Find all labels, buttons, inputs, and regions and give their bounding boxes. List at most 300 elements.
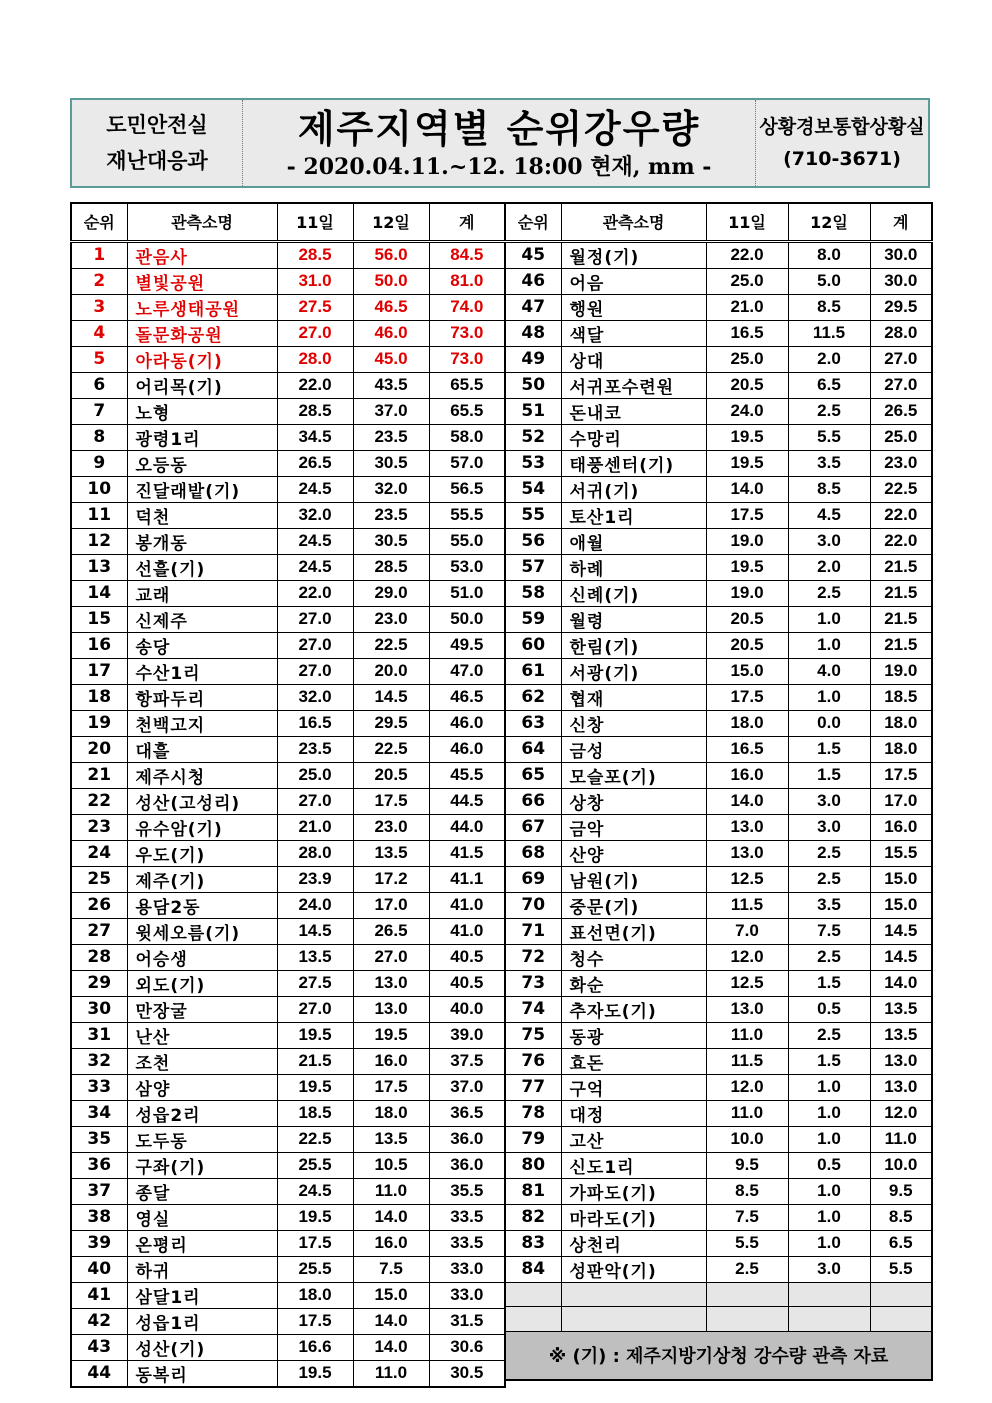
table-row [505, 1204, 932, 1230]
table-row [505, 1100, 932, 1126]
day11-cell: 20.5 [706, 606, 788, 632]
total-cell: 31.5 [429, 1308, 505, 1334]
day12-cell: 11.0 [353, 1360, 429, 1387]
table-header-row [71, 203, 505, 241]
rank-cell: 19 [71, 710, 127, 736]
rank-cell: 9 [71, 450, 127, 476]
day11-cell: 17.5 [706, 684, 788, 710]
table-row [71, 788, 505, 814]
rank-cell: 31 [71, 1022, 127, 1048]
day12-cell: 2.5 [788, 840, 870, 866]
table-row [505, 1022, 932, 1048]
day12-cell: 46.0 [353, 320, 429, 346]
station-cell: 상대 [561, 346, 706, 372]
day12-cell: 23.0 [353, 814, 429, 840]
day11-cell: 15.0 [706, 658, 788, 684]
day12-cell: 5.0 [788, 268, 870, 294]
day12-cell: 1.0 [788, 1230, 870, 1256]
day11-cell: 14.0 [706, 788, 788, 814]
day11-cell: 34.5 [277, 424, 353, 450]
day11-cell: 24.0 [277, 892, 353, 918]
day11-cell: 28.5 [277, 241, 353, 268]
report-header [70, 98, 930, 188]
rank-cell: 14 [71, 580, 127, 606]
day11-cell: 27.0 [277, 658, 353, 684]
day12-cell: 17.5 [353, 1074, 429, 1100]
rank-cell: 58 [505, 580, 561, 606]
day11-cell: 27.0 [277, 320, 353, 346]
station-cell: 마라도(기) [561, 1204, 706, 1230]
total-cell: 33.0 [429, 1282, 505, 1308]
day12-cell: 17.2 [353, 866, 429, 892]
table-row [71, 1100, 505, 1126]
day12-cell: 46.5 [353, 294, 429, 320]
day11-cell: 26.5 [277, 450, 353, 476]
day11-cell: 24.0 [706, 398, 788, 424]
station-cell: 산양 [561, 840, 706, 866]
table-row [505, 892, 932, 918]
table-row [71, 1178, 505, 1204]
day11-cell: 20.5 [706, 372, 788, 398]
total-cell: 41.5 [429, 840, 505, 866]
day12-cell: 3.0 [788, 814, 870, 840]
day11-cell: 27.5 [277, 294, 353, 320]
table-row [505, 502, 932, 528]
total-cell: 55.0 [429, 528, 505, 554]
station-cell: 만장굴 [127, 996, 277, 1022]
day11-cell: 19.0 [706, 528, 788, 554]
day11-cell: 19.5 [706, 554, 788, 580]
rank-cell: 66 [505, 788, 561, 814]
day12-cell: 8.5 [788, 476, 870, 502]
day12-cell: 11.5 [788, 320, 870, 346]
total-cell: 5.5 [870, 1256, 932, 1282]
day12-cell: 26.5 [353, 918, 429, 944]
total-cell: 35.5 [429, 1178, 505, 1204]
table-row [505, 268, 932, 294]
day11-cell: 17.5 [706, 502, 788, 528]
table-row [505, 1048, 932, 1074]
rank-cell: 51 [505, 398, 561, 424]
day11-cell: 11.5 [706, 1048, 788, 1074]
station-cell: 난산 [127, 1022, 277, 1048]
day12-cell: 29.5 [353, 710, 429, 736]
day12-cell: 1.0 [788, 1126, 870, 1152]
day11-cell: 19.5 [277, 1074, 353, 1100]
total-cell: 41.1 [429, 866, 505, 892]
total-cell: 14.5 [870, 944, 932, 970]
station-cell: 구좌(기) [127, 1152, 277, 1178]
total-cell: 18.5 [870, 684, 932, 710]
total-cell: 40.0 [429, 996, 505, 1022]
station-cell: 효돈 [561, 1048, 706, 1074]
day12-cell: 23.0 [353, 606, 429, 632]
day12-cell: 3.0 [788, 1256, 870, 1282]
rank-cell: 17 [71, 658, 127, 684]
day12-cell: 37.0 [353, 398, 429, 424]
rank-cell: 23 [71, 814, 127, 840]
rank-cell: 5 [71, 346, 127, 372]
station-cell: 어승생 [127, 944, 277, 970]
day11-cell: 22.5 [277, 1126, 353, 1152]
day11-cell: 22.0 [277, 372, 353, 398]
station-cell: 청수 [561, 944, 706, 970]
station-cell: 화순 [561, 970, 706, 996]
station-cell: 한림(기) [561, 632, 706, 658]
day11-cell: 17.5 [277, 1308, 353, 1334]
page-title: 제주지역별 순위강우량 [297, 107, 701, 151]
total-cell: 57.0 [429, 450, 505, 476]
station-cell: 동복리 [127, 1360, 277, 1387]
col-station: 관측소명 [561, 203, 706, 241]
rank-cell: 82 [505, 1204, 561, 1230]
day12-cell: 1.0 [788, 1100, 870, 1126]
rank-cell: 16 [71, 632, 127, 658]
day11-cell: 9.5 [706, 1152, 788, 1178]
station-cell: 대정 [561, 1100, 706, 1126]
table-row [71, 1256, 505, 1282]
day11-cell: 16.0 [706, 762, 788, 788]
table-row [71, 684, 505, 710]
total-cell: 8.5 [870, 1204, 932, 1230]
day12-cell: 2.0 [788, 346, 870, 372]
day12-cell: 10.5 [353, 1152, 429, 1178]
table-row [505, 918, 932, 944]
day11-cell: 27.0 [277, 788, 353, 814]
station-cell: 삼양 [127, 1074, 277, 1100]
day12-cell: 18.0 [353, 1100, 429, 1126]
table-row [71, 580, 505, 606]
total-cell: 51.0 [429, 580, 505, 606]
table-row [71, 398, 505, 424]
day11-cell: 11.0 [706, 1022, 788, 1048]
rank-cell: 77 [505, 1074, 561, 1100]
table-row [71, 320, 505, 346]
total-cell: 84.5 [429, 241, 505, 268]
day12-cell: 1.0 [788, 606, 870, 632]
station-cell: 윗세오름(기) [127, 918, 277, 944]
day12-cell: 7.5 [788, 918, 870, 944]
station-cell: 오등동 [127, 450, 277, 476]
day12-cell: 30.5 [353, 450, 429, 476]
table-row [505, 554, 932, 580]
station-cell: 하귀 [127, 1256, 277, 1282]
empty-cell [870, 1307, 932, 1332]
day12-cell: 1.0 [788, 1204, 870, 1230]
station-cell: 모슬포(기) [561, 762, 706, 788]
day12-cell: 22.5 [353, 736, 429, 762]
day11-cell: 24.5 [277, 528, 353, 554]
total-cell: 15.5 [870, 840, 932, 866]
day11-cell: 23.5 [277, 736, 353, 762]
rank-cell: 1 [71, 241, 127, 268]
day12-cell: 23.5 [353, 424, 429, 450]
table-row [71, 1204, 505, 1230]
rank-cell: 4 [71, 320, 127, 346]
day11-cell: 12.0 [706, 1074, 788, 1100]
station-cell: 월정(기) [561, 241, 706, 268]
rank-cell: 60 [505, 632, 561, 658]
table-row [71, 996, 505, 1022]
total-cell: 9.5 [870, 1178, 932, 1204]
rank-cell: 20 [71, 736, 127, 762]
day12-cell: 32.0 [353, 476, 429, 502]
total-cell: 15.0 [870, 866, 932, 892]
rank-cell: 46 [505, 268, 561, 294]
rank-cell: 69 [505, 866, 561, 892]
day11-cell: 25.0 [706, 268, 788, 294]
rank-cell: 35 [71, 1126, 127, 1152]
total-cell: 53.0 [429, 554, 505, 580]
day11-cell: 22.0 [706, 241, 788, 268]
total-cell: 17.5 [870, 762, 932, 788]
station-cell: 선흘(기) [127, 554, 277, 580]
day12-cell: 17.5 [353, 788, 429, 814]
station-cell: 봉개동 [127, 528, 277, 554]
total-cell: 30.6 [429, 1334, 505, 1360]
day12-cell: 45.0 [353, 346, 429, 372]
total-cell: 73.0 [429, 346, 505, 372]
day12-cell: 3.0 [788, 788, 870, 814]
day11-cell: 13.5 [277, 944, 353, 970]
table-row [71, 450, 505, 476]
day11-cell: 12.0 [706, 944, 788, 970]
total-cell: 65.5 [429, 398, 505, 424]
rank-cell: 65 [505, 762, 561, 788]
table-row [71, 944, 505, 970]
day12-cell: 15.0 [353, 1282, 429, 1308]
rank-cell: 26 [71, 892, 127, 918]
table-row [71, 658, 505, 684]
day12-cell: 0.0 [788, 710, 870, 736]
rank-cell: 73 [505, 970, 561, 996]
day11-cell: 16.5 [277, 710, 353, 736]
total-cell: 13.5 [870, 996, 932, 1022]
rank-cell: 28 [71, 944, 127, 970]
table-row [505, 424, 932, 450]
station-cell: 광령1리 [127, 424, 277, 450]
table-row [505, 1178, 932, 1204]
rank-cell: 83 [505, 1230, 561, 1256]
table-row [505, 710, 932, 736]
day11-cell: 16.5 [706, 736, 788, 762]
station-cell: 교래 [127, 580, 277, 606]
day11-cell: 19.5 [277, 1360, 353, 1387]
day12-cell: 13.0 [353, 996, 429, 1022]
day11-cell: 10.0 [706, 1126, 788, 1152]
day12-cell: 0.5 [788, 1152, 870, 1178]
day12-cell: 17.0 [353, 892, 429, 918]
total-cell: 12.0 [870, 1100, 932, 1126]
day12-cell: 8.5 [788, 294, 870, 320]
col-total: 계 [429, 203, 505, 241]
station-cell: 협재 [561, 684, 706, 710]
station-cell: 태풍센터(기) [561, 450, 706, 476]
station-cell: 서광(기) [561, 658, 706, 684]
day11-cell: 27.5 [277, 970, 353, 996]
table-row [71, 840, 505, 866]
station-cell: 어음 [561, 268, 706, 294]
total-cell: 37.5 [429, 1048, 505, 1074]
day12-cell: 30.5 [353, 528, 429, 554]
total-cell: 41.0 [429, 892, 505, 918]
table-row [71, 632, 505, 658]
day12-cell: 8.0 [788, 241, 870, 268]
table-row [505, 294, 932, 320]
rank-cell: 13 [71, 554, 127, 580]
table-row [505, 866, 932, 892]
page-subtitle: - 2020.04.11.~12. 18:00 현재, mm - [286, 154, 712, 180]
table-row [505, 996, 932, 1022]
empty-cell [788, 1282, 870, 1307]
total-cell: 21.5 [870, 554, 932, 580]
station-cell: 관음사 [127, 241, 277, 268]
day11-cell: 12.5 [706, 866, 788, 892]
rank-cell: 32 [71, 1048, 127, 1074]
total-cell: 39.0 [429, 1022, 505, 1048]
day11-cell: 11.5 [706, 892, 788, 918]
station-cell: 영실 [127, 1204, 277, 1230]
total-cell: 13.5 [870, 1022, 932, 1048]
col-total: 계 [870, 203, 932, 241]
rank-cell: 37 [71, 1178, 127, 1204]
station-cell: 외도(기) [127, 970, 277, 996]
rainfall-table-left [70, 202, 506, 1388]
table-row [71, 502, 505, 528]
station-cell: 신도1리 [561, 1152, 706, 1178]
day11-cell: 23.9 [277, 866, 353, 892]
station-cell: 색달 [561, 320, 706, 346]
table-row [71, 762, 505, 788]
station-cell: 성읍1리 [127, 1308, 277, 1334]
day11-cell: 24.5 [277, 1178, 353, 1204]
rank-cell: 43 [71, 1334, 127, 1360]
day12-cell: 4.5 [788, 502, 870, 528]
rank-cell: 52 [505, 424, 561, 450]
table-row [71, 866, 505, 892]
rank-cell: 10 [71, 476, 127, 502]
total-cell: 21.5 [870, 632, 932, 658]
table-row [71, 892, 505, 918]
empty-cell [788, 1307, 870, 1332]
station-cell: 성산(고성리) [127, 788, 277, 814]
empty-row [505, 1282, 932, 1307]
rank-cell: 53 [505, 450, 561, 476]
station-cell: 서귀포수련원 [561, 372, 706, 398]
station-cell: 돌문화공원 [127, 320, 277, 346]
station-cell: 애월 [561, 528, 706, 554]
day12-cell: 16.0 [353, 1230, 429, 1256]
total-cell: 18.0 [870, 736, 932, 762]
table-row [505, 736, 932, 762]
station-cell: 삼달1리 [127, 1282, 277, 1308]
day12-cell: 3.5 [788, 450, 870, 476]
day12-cell: 11.0 [353, 1178, 429, 1204]
table-row [71, 1074, 505, 1100]
station-cell: 수망리 [561, 424, 706, 450]
day12-cell: 14.5 [353, 684, 429, 710]
station-cell: 서귀(기) [561, 476, 706, 502]
day11-cell: 31.0 [277, 268, 353, 294]
station-cell: 동광 [561, 1022, 706, 1048]
station-cell: 신제주 [127, 606, 277, 632]
total-cell: 30.0 [870, 241, 932, 268]
station-cell: 진달래밭(기) [127, 476, 277, 502]
day11-cell: 28.0 [277, 346, 353, 372]
day11-cell: 16.5 [706, 320, 788, 346]
table-row [71, 1334, 505, 1360]
total-cell: 58.0 [429, 424, 505, 450]
total-cell: 40.5 [429, 970, 505, 996]
station-cell: 항파두리 [127, 684, 277, 710]
table-row [505, 944, 932, 970]
total-cell: 18.0 [870, 710, 932, 736]
table-row [505, 684, 932, 710]
total-cell: 26.5 [870, 398, 932, 424]
rank-cell: 81 [505, 1178, 561, 1204]
station-cell: 유수암(기) [127, 814, 277, 840]
station-cell: 어리목(기) [127, 372, 277, 398]
total-cell: 11.0 [870, 1126, 932, 1152]
total-cell: 81.0 [429, 268, 505, 294]
total-cell: 46.0 [429, 710, 505, 736]
day11-cell: 25.0 [277, 762, 353, 788]
day11-cell: 27.0 [277, 606, 353, 632]
station-cell: 종달 [127, 1178, 277, 1204]
station-cell: 구억 [561, 1074, 706, 1100]
station-cell: 금성 [561, 736, 706, 762]
day11-cell: 24.5 [277, 554, 353, 580]
day12-cell: 4.0 [788, 658, 870, 684]
total-cell: 30.0 [870, 268, 932, 294]
day12-cell: 7.5 [353, 1256, 429, 1282]
station-cell: 노형 [127, 398, 277, 424]
day12-cell: 14.0 [353, 1334, 429, 1360]
day12-cell: 19.5 [353, 1022, 429, 1048]
rank-cell: 84 [505, 1256, 561, 1282]
rank-cell: 75 [505, 1022, 561, 1048]
station-cell: 신창 [561, 710, 706, 736]
station-cell: 고산 [561, 1126, 706, 1152]
table-row [505, 1256, 932, 1282]
table-row [71, 1282, 505, 1308]
table-row [505, 1074, 932, 1100]
total-cell: 46.0 [429, 736, 505, 762]
table-row [71, 970, 505, 996]
table-row [505, 658, 932, 684]
table-row [71, 424, 505, 450]
station-cell: 상천리 [561, 1230, 706, 1256]
day12-cell: 20.0 [353, 658, 429, 684]
table-row [71, 1360, 505, 1387]
rank-cell: 76 [505, 1048, 561, 1074]
rank-cell: 3 [71, 294, 127, 320]
day11-cell: 28.0 [277, 840, 353, 866]
day11-cell: 2.5 [706, 1256, 788, 1282]
day11-cell: 18.0 [277, 1282, 353, 1308]
empty-cell [561, 1307, 706, 1332]
station-cell: 노루생태공원 [127, 294, 277, 320]
table-row [71, 918, 505, 944]
day12-cell: 20.5 [353, 762, 429, 788]
station-cell: 별빛공원 [127, 268, 277, 294]
station-cell: 토산1리 [561, 502, 706, 528]
day12-cell: 1.0 [788, 684, 870, 710]
station-cell: 가파도(기) [561, 1178, 706, 1204]
table-row [505, 762, 932, 788]
rank-cell: 25 [71, 866, 127, 892]
rank-cell: 72 [505, 944, 561, 970]
